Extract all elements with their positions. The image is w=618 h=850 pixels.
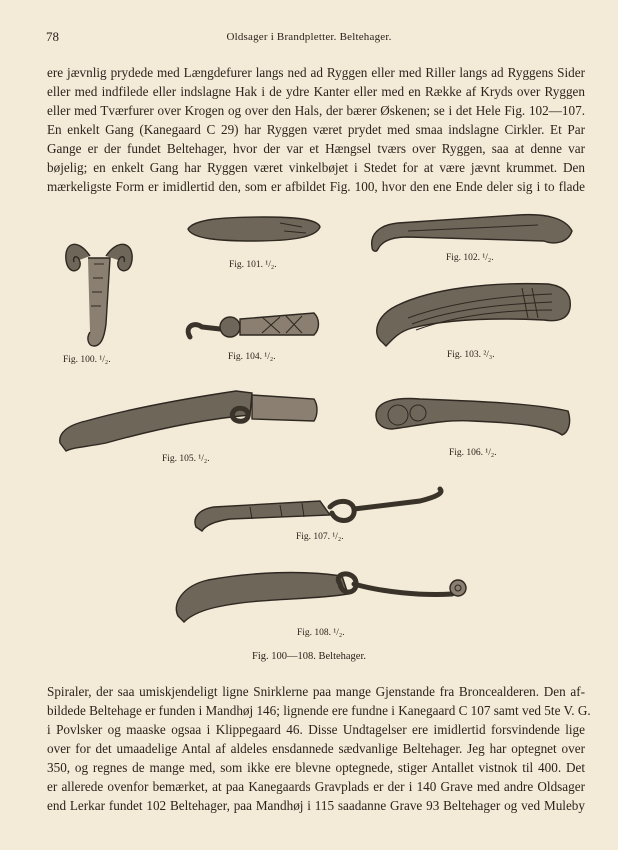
figure-104-belt-hook [182,305,324,347]
text-line: over for det umaadelige Antal af aldeles ensdannede sædvanlige Beltehager. Jeg har optegnet over [47,741,585,756]
text-line: Gange er der fundet Beltehager, hvor der var et Hængsel tværs over Ryggen, saa at denne var [47,141,585,156]
plate-caption: Fig. 100—108. Beltehager. [251,651,367,662]
figure-105-caption: Fig. 105. ¹/₂. [162,454,210,464]
text-line: ere jævnlig prydede med Længdefurer langs ned ad Ryggen eller med Riller langs ad Ryggens Sider [47,65,585,80]
page-number: 78 [46,29,59,44]
text-line: mærkeligste Form er imidlertid den, som er afbildet Fig. 100, hvor den ene Ende deler sig i to flade [47,179,585,194]
figure-107-caption: Fig. 107. ¹/₂. [296,532,344,542]
text-line: 350, og regnes de mange med, som ikke ere blevne optegnede, stiger Antallet vistnok til 400. Det [47,760,585,775]
running-head: Oldsager i Brandpletter. Beltehager. [226,31,392,43]
text-line: bøjelig; en enkelt Gang har Ryggen været vinkelbøjet i Stedet for at være jævnt krummet. Den [47,160,585,175]
figure-102-belt-hook [368,205,574,253]
paragraph-bottom [47,682,591,815]
figure-104-caption: Fig. 104. ¹/₂. [228,352,276,362]
figure-103-caption: Fig. 103. ²/₃. [447,350,495,360]
figure-100-belt-hook [60,228,140,356]
text-line: end Lerkar fundet 102 Beltehager, paa Mandhøj i 115 saadanne Grave 93 Beltehager og ved Muleby [47,798,585,813]
figure-105-belt-hook [56,385,320,455]
text-line: i Povlsker og maaske ogsaa i Klippegaard 46. Disse Undtagelser ere imidlertid forsvindende lige [47,722,585,737]
figure-108-belt-hook [172,568,470,624]
figure-108-caption: Fig. 108. ¹/₂. [297,628,345,638]
text-line: En enkelt Gang (Kanegaard C 29) har Ryggen været prydet med smaa indslagne Cirkler. Et Par [47,122,585,137]
text-line: eller med Tværfurer over Krogen og over den Hals, der bærer Øskenen; se i det Hele Fig. 102—107. [47,103,585,118]
text-line: Spiraler, der saa umiskjendeligt ligne Snirklerne paa mange Gjenstande fra Broncealderen. Den af- [47,684,585,699]
figure-102-caption: Fig. 102. ¹/₂. [446,253,494,263]
text-line: eller med indfilede eller indslagne Hak i de ydre Kanter eller med en Række af Kryds over Ryggen [47,84,585,99]
text-line: bildede Beltehage er funden i Mandhøj 146; lignende ere fundne i Kanegaard C 107 samt ved 5te V. G. [47,703,591,718]
paragraph-top [47,63,585,196]
figure-101-belt-hook [184,211,324,251]
figure-106-belt-hook [372,393,574,439]
figure-100-caption: Fig. 100. ¹/₂. [63,355,111,365]
figure-103-belt-hook [372,278,574,348]
figure-101-caption: Fig. 101. ¹/₂. [229,260,277,270]
page-header [46,29,572,47]
text-line: er allerede ovenfor bemærket, at paa Kanegaards Gravplads er der i 140 Grave med andre Oldsager [47,779,585,794]
figure-106-caption: Fig. 106. ¹/₂. [449,448,497,458]
figure-107-belt-hook [190,487,454,535]
